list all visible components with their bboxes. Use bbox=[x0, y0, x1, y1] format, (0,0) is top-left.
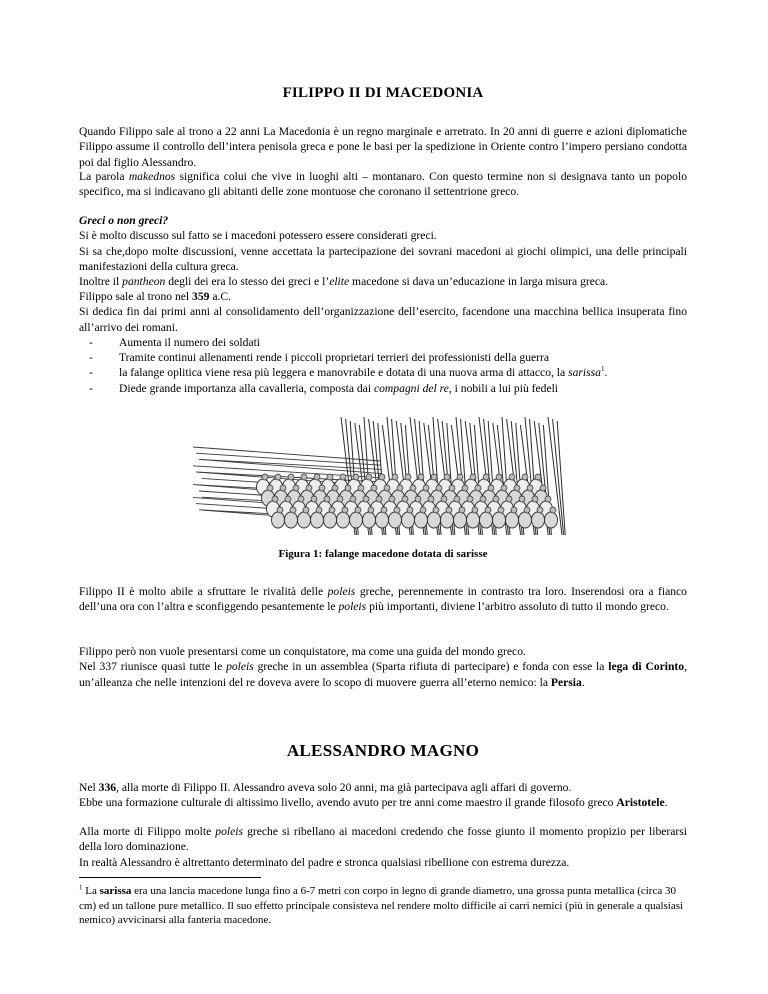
helmet-shape bbox=[272, 496, 278, 502]
shield-shape bbox=[298, 512, 311, 528]
helmet-shape bbox=[329, 507, 335, 513]
helmet-shape bbox=[327, 474, 333, 480]
helmet-shape bbox=[311, 496, 317, 502]
helmet-shape bbox=[475, 485, 481, 491]
helmet-shape bbox=[519, 496, 525, 502]
shield-shape bbox=[545, 512, 558, 528]
helmet-shape bbox=[524, 507, 530, 513]
ribellione-paragraph: Alla morte di Filippo molte poleis greche si ribellano ai macedoni credendo che fosse giunto il momento propizio per liberarsi della loro dominazione. In realtà Alessandro è altrettanto determinato del padre e stronca qualsiasi ribellione con estrema durezza. bbox=[79, 825, 687, 869]
helmet-shape bbox=[436, 485, 442, 491]
helmet-shape bbox=[537, 507, 543, 513]
helmet-shape bbox=[290, 507, 296, 513]
helmet-shape bbox=[275, 474, 281, 480]
helmet-shape bbox=[514, 485, 520, 491]
helmet-shape bbox=[501, 485, 507, 491]
intro-paragraph: Quando Filippo sale al trono a 22 anni La Macedonia è un regno marginale e arretrato. In 20 anni di guerre e azioni diplomatiche Filippo assume il controllo dell’intera penisola greca e pone le basi per la spedizione in Oriente contro l’impero persiano condotta poi dal figlio Alessandro. bbox=[79, 125, 687, 169]
helmet-shape bbox=[381, 507, 387, 513]
helmet-shape bbox=[457, 474, 463, 480]
shield-shape bbox=[285, 512, 298, 528]
shield-shape bbox=[389, 512, 402, 528]
trono-section bbox=[79, 289, 687, 396]
guida-paragraph: Filippo però non vuole presentarsi come un conquistatore, ma come una guida del mondo greco. Nel 337 riunisce quasi tutte le poleis greche in un assemblea (Sparta rifiuta di partecipare) e fonda con esse la lega di Corinto, un’alleanza che nelle intenzioni del re doveva avere lo scopo di muovere guerra all’eterno nemico: la Persia. bbox=[79, 645, 687, 689]
helmet-shape bbox=[368, 507, 374, 513]
shield-shape bbox=[493, 512, 506, 528]
helmet-shape bbox=[340, 474, 346, 480]
helmet-shape bbox=[423, 485, 429, 491]
helmet-shape bbox=[428, 496, 434, 502]
helmet-shape bbox=[444, 474, 450, 480]
helmet-shape bbox=[506, 496, 512, 502]
helmet-shape bbox=[366, 474, 372, 480]
phalanx-illustration bbox=[191, 415, 575, 543]
helmet-shape bbox=[454, 496, 460, 502]
helmet-shape bbox=[394, 507, 400, 513]
shield-shape bbox=[337, 512, 350, 528]
helmet-shape bbox=[402, 496, 408, 502]
helmet-shape bbox=[545, 496, 551, 502]
helmet-shape bbox=[293, 485, 299, 491]
helmet-shape bbox=[509, 474, 515, 480]
helmet-shape bbox=[446, 507, 452, 513]
helmet-shape bbox=[389, 496, 395, 502]
helmet-shape bbox=[358, 485, 364, 491]
helmet-shape bbox=[277, 507, 283, 513]
helmet-shape bbox=[397, 485, 403, 491]
helmet-shape bbox=[488, 485, 494, 491]
shield-shape bbox=[454, 512, 467, 528]
helmet-shape bbox=[418, 474, 424, 480]
shield-shape bbox=[350, 512, 363, 528]
helmet-shape bbox=[405, 474, 411, 480]
helmet-shape bbox=[449, 485, 455, 491]
helmet-shape bbox=[303, 507, 309, 513]
helmet-shape bbox=[384, 485, 390, 491]
greci-line-1: Si è molto discusso sul fatto se i macedoni potessero essere considerati greci. bbox=[79, 229, 437, 243]
shield-shape bbox=[428, 512, 441, 528]
helmet-shape bbox=[462, 485, 468, 491]
helmet-shape bbox=[485, 507, 491, 513]
helmet-shape bbox=[314, 474, 320, 480]
helmet-shape bbox=[483, 474, 489, 480]
shield-shape bbox=[272, 512, 285, 528]
title-alessandro: ALESSANDRO MAGNO bbox=[286, 741, 480, 760]
greci-line-2: Si sa che,dopo molte discussioni, venne accettata la partecipazione dei sovrani macedoni ai giochi olimpici, una delle principali manifestazioni della cultura greca. bbox=[79, 244, 687, 273]
helmet-shape bbox=[441, 496, 447, 502]
shield-shape bbox=[467, 512, 480, 528]
helmet-shape bbox=[472, 507, 478, 513]
lowered-sarissa-line bbox=[202, 460, 381, 474]
helmet-shape bbox=[535, 474, 541, 480]
helmet-shape bbox=[337, 496, 343, 502]
figure-caption: Figura 1: falange macedone dotata di sarisse bbox=[278, 548, 488, 560]
helmet-shape bbox=[550, 507, 556, 513]
shield-shape bbox=[376, 512, 389, 528]
helmet-shape bbox=[353, 474, 359, 480]
shield-shape bbox=[324, 512, 337, 528]
helmet-shape bbox=[480, 496, 486, 502]
helmet-shape bbox=[363, 496, 369, 502]
greci-section bbox=[79, 213, 687, 289]
alessandro-paragraph: Nel 336, alla morte di Filippo II. Alessandro aveva solo 20 anni, ma già partecipava agli affari di governo. Ebbe una formazione culturale di altissimo livello, avendo avuto per tre anni come maestro il grande filosofo greco Aristotele. bbox=[79, 781, 668, 810]
title-filippo: FILIPPO II DI MACEDONIA bbox=[282, 85, 484, 101]
shield-shape bbox=[519, 512, 532, 528]
list-item: - Tramite continui allenamenti rende i piccoli proprietari terrieri dei professionisti della guerra bbox=[89, 351, 550, 365]
helmet-shape bbox=[498, 507, 504, 513]
helmet-shape bbox=[540, 485, 546, 491]
section-heading-greci: Greci o non greci? bbox=[79, 214, 169, 227]
helmet-shape bbox=[342, 507, 348, 513]
footnote-separator bbox=[79, 877, 261, 878]
shield-shape bbox=[441, 512, 454, 528]
shield-shape bbox=[363, 512, 376, 528]
helmet-shape bbox=[306, 485, 312, 491]
rivalita-paragraph: Filippo II è molto abile a sfruttare le rivalità delle poleis greche, perennemente in contrasto tra loro. Inserendosi ora a fianco dell’una ora con l’altra e sconfiggendo pesantemente le poleis più importanti, diviene l’arbitro assoluto di tutto il mondo greco. bbox=[79, 585, 687, 614]
helmet-shape bbox=[371, 485, 377, 491]
helmet-shape bbox=[493, 496, 499, 502]
helmet-shape bbox=[511, 507, 517, 513]
helmet-shape bbox=[433, 507, 439, 513]
shield-shape bbox=[480, 512, 493, 528]
helmet-shape bbox=[319, 485, 325, 491]
footnote-number: 1 bbox=[79, 883, 83, 892]
helmet-shape bbox=[324, 496, 330, 502]
shield-shape bbox=[506, 512, 519, 528]
helmet-shape bbox=[415, 496, 421, 502]
helmet-shape bbox=[350, 496, 356, 502]
helmet-shape bbox=[376, 496, 382, 502]
trono-line-2: Si dedica fin dai primi anni al consolidamento dell’organizzazione dell’esercito, facendone una macchina bellica insuperata fino all’arrivo dei romani. bbox=[79, 305, 687, 334]
helmet-shape bbox=[301, 474, 307, 480]
term-makednos: makednos bbox=[128, 170, 176, 183]
helmet-shape bbox=[267, 485, 273, 491]
helmet-shape bbox=[532, 496, 538, 502]
helmet-shape bbox=[332, 485, 338, 491]
shield-shape bbox=[415, 512, 428, 528]
footnote: $^1$ La sarissa era una lancia macedone lunga fino a 6-7 metri con corpo in legno di grande diametro, una grossa punta metallica (circa 30 cm) ed un tallone pure metallico. Il suo effetto principale consisteva nel rendere molto difficile ai carri nemici (più in generale a qualsiasi nemico) avvicinarsi alla fanteria macedone. bbox=[79, 883, 684, 927]
helmet-shape bbox=[392, 474, 398, 480]
helmet-shape bbox=[298, 496, 304, 502]
helmet-shape bbox=[407, 507, 413, 513]
helmet-shape bbox=[459, 507, 465, 513]
shield-shape bbox=[402, 512, 415, 528]
makednos-paragraph: La parola makednos significa colui che vive in luoghi alti – montanaro. Con questo termine non si designava tanto un popolo specifico, ma si indicavano gli abitanti delle zone montuose che coronano il settentrione greco. bbox=[79, 170, 687, 199]
helmet-shape bbox=[496, 474, 502, 480]
helmet-shape bbox=[345, 485, 351, 491]
army-reforms-list bbox=[79, 335, 687, 396]
footnote-ref[interactable]: 1 bbox=[600, 365, 605, 374]
list-item: - Aumenta il numero dei soldati bbox=[89, 335, 261, 349]
helmet-shape bbox=[410, 485, 416, 491]
helmet-shape bbox=[431, 474, 437, 480]
helmet-shape bbox=[379, 474, 385, 480]
helmet-shape bbox=[288, 474, 294, 480]
helmet-shape bbox=[420, 507, 426, 513]
helmet-shape bbox=[522, 474, 528, 480]
list-item: - la falange oplitica viene resa più leggera e manovrabile e dotata di una nuova arma di attacco, la sarissa$^1$. bbox=[89, 365, 608, 380]
helmet-shape bbox=[316, 507, 322, 513]
shield-shape bbox=[532, 512, 545, 528]
helmet-shape bbox=[355, 507, 361, 513]
greci-line-3: Inoltre il pantheon degli dei era lo stesso dei greci e l’elite macedone si dava un’educazione in larga misura greca. bbox=[79, 275, 609, 289]
helmet-shape bbox=[470, 474, 476, 480]
helmet-shape bbox=[262, 474, 268, 480]
helmet-shape bbox=[467, 496, 473, 502]
trono-line-1: Filippo sale al trono nel 359 a.C. bbox=[79, 290, 231, 303]
helmet-shape bbox=[527, 485, 533, 491]
list-item: - Diede grande importanza alla cavalleria, composta dai compagni del re, i nobili a lui più fedeli bbox=[89, 381, 559, 395]
shield-shape bbox=[311, 512, 324, 528]
helmet-shape bbox=[285, 496, 291, 502]
helmet-shape bbox=[280, 485, 286, 491]
